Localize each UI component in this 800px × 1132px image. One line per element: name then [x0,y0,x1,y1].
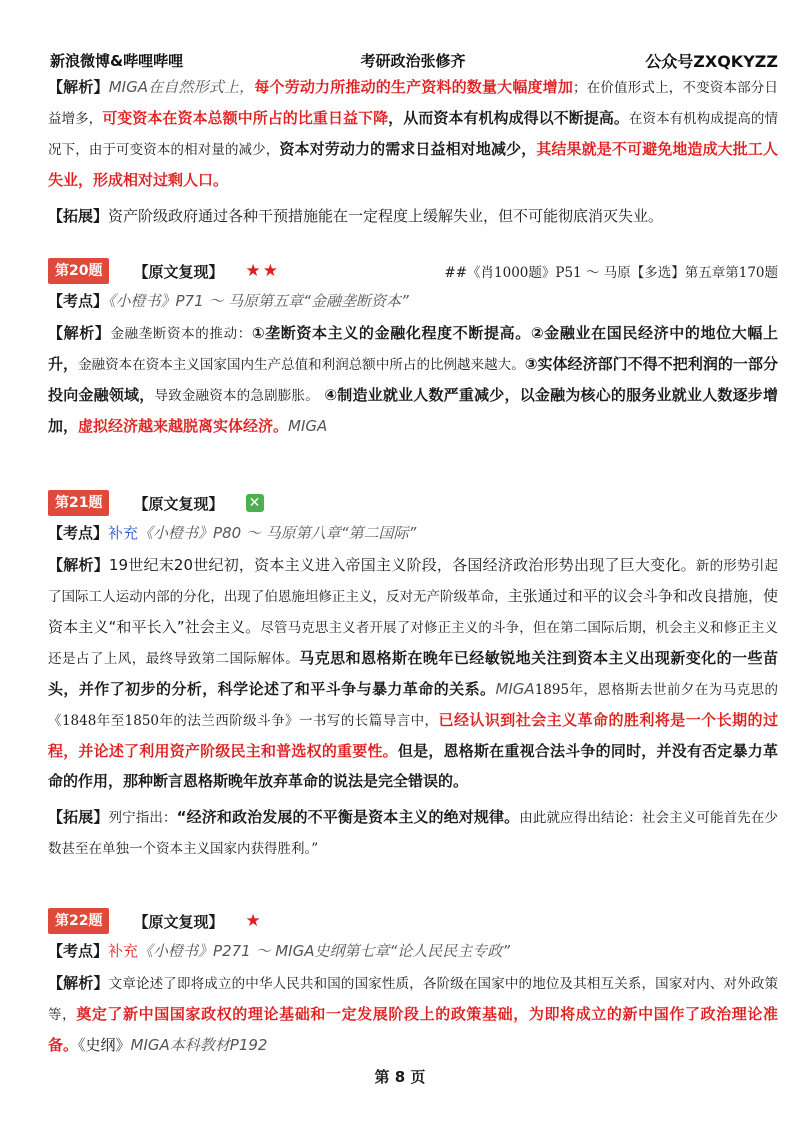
page-header [48,48,778,72]
star-rating-icon: ★★ [245,261,280,281]
header-center: 考研政治张修齐 [360,51,466,70]
header-left: 新浪微博&哔哩哔哩 [50,51,184,70]
intro-analysis: 【解析】MIGA在自然形式上，每个劳动力所推动的生产资料的数量大幅度增加；在价值形式上，不变资本部分日益增多，可变资本在资本总额中所占的比重日益下降，从而资本有机构成得以不断提高。在资本有机构成提高的情况下，由于可变资本的相对量的减少，资本对劳动力的需求日益相对地减少，其结果就是不可避免地造成大批工人失业，形成相对过剩人口。 [48,78,778,189]
original-text-label: 【原文复现】 [133,494,224,513]
question-21 [48,490,778,864]
header-right: 公众号ZXQKYZZ [645,51,778,71]
question-source: ##《肖1000题》P51 ～ 马原【多选】第五章第170题 [444,265,778,281]
question-badge: 第21题 [48,490,109,516]
question-badge: 第20题 [48,258,109,284]
question-21-analysis: 【解析】19世纪末20世纪初，资本主义进入帝国主义阶段，各国经济政治形势出现了巨大变化。新的形势引起了国际工人运动内部的分化，出现了伯恩施坦修正主义，反对无产阶级革命，主张通过和平的议会斗争和改良措施，使资本主义“和平长入”社会主义。尽管马克思主义者开展了对修正主义的斗争，但在第二国际后期，机会主义和修正主义还是占了上风，最终导致第二国际解体。马克思和恩格斯在晚年已经敏锐地关注到资本主义出现新变化的一些苗头，并作了初步的分析，科学论述了和平斗争与暴力革命的关系。MIGA1895年，恩格斯去世前夕在为马克思的《1848年至1850年的法兰西阶级斗争》一书写的长篇导言中，已经认识到社会主义革命的胜利将是一个长期的过程，并论述了利用资产阶级民主和普选权的重要性。但是，恩格斯在重视合法斗争的同时，并没有否定暴力革命的作用，那种断言恩格斯晚年放弃革命的说法是完全错误的。 [48,556,778,790]
question-21-extension: 【拓展】列宁指出：“经济和政治发展的不平衡是资本主义的绝对规律。由此就应得出结论：社会主义可能首先在少数甚至在单独一个资本主义国家内获得胜利。” [48,808,778,857]
question-22-analysis: 【解析】文章论述了即将成立的中华人民共和国的国家性质，各阶级在国家中的地位及其相互关系，国家对内、对外政策等，奠定了新中国国家政权的理论基础和一定发展阶段上的政策基础，为即将成立的新中国作了政治理论准备。《史纲》MIGA本科教材P192 [48,974,778,1054]
question-21-keypoint: 【考点】补充《小橙书》P80 ～ 马原第八章“第二国际” [48,524,417,542]
question-22-header [48,908,778,934]
question-22 [48,908,778,1060]
question-20-keypoint: 【考点】《小橙书》P71 ～ 马原第五章“金融垄断资本” [48,292,409,310]
question-20-header [48,258,778,284]
question-badge: 第22题 [48,908,109,934]
question-20 [48,258,778,441]
intro-block [48,72,778,231]
question-22-keypoint: 【考点】补充《小橙书》P271 ～ MIGA史纲第七章“论人民民主专政” [48,942,511,960]
cross-mark-icon: ✕ [246,494,264,512]
original-text-label: 【原文复现】 [133,262,224,281]
page-number: 第 8 页 [374,1068,426,1086]
original-text-label: 【原文复现】 [133,912,224,931]
star-rating-icon: ★ [245,911,263,931]
question-20-analysis: 【解析】金融垄断资本的推动：①垄断资本主义的金融化程度不断提高。②金融业在国民经济中的地位大幅上升，金融资本在资本主义国家国内生产总值和利润总额中所占的比例越来越大。③实体经济部门不得不把利润的一部分投向金融领域，导致金融资本的急剧膨胀。 ④制造业就业人数严重减少，以金融为核心的服务业就业人数逐步增加，虚拟经济越来越脱离实体经济。MIGA [48,324,778,435]
intro-extension: 【拓展】资产阶级政府通过各种干预措施能在一定程度上缓解失业，但不可能彻底消灭失业。 [48,207,664,225]
question-21-header [48,490,778,516]
